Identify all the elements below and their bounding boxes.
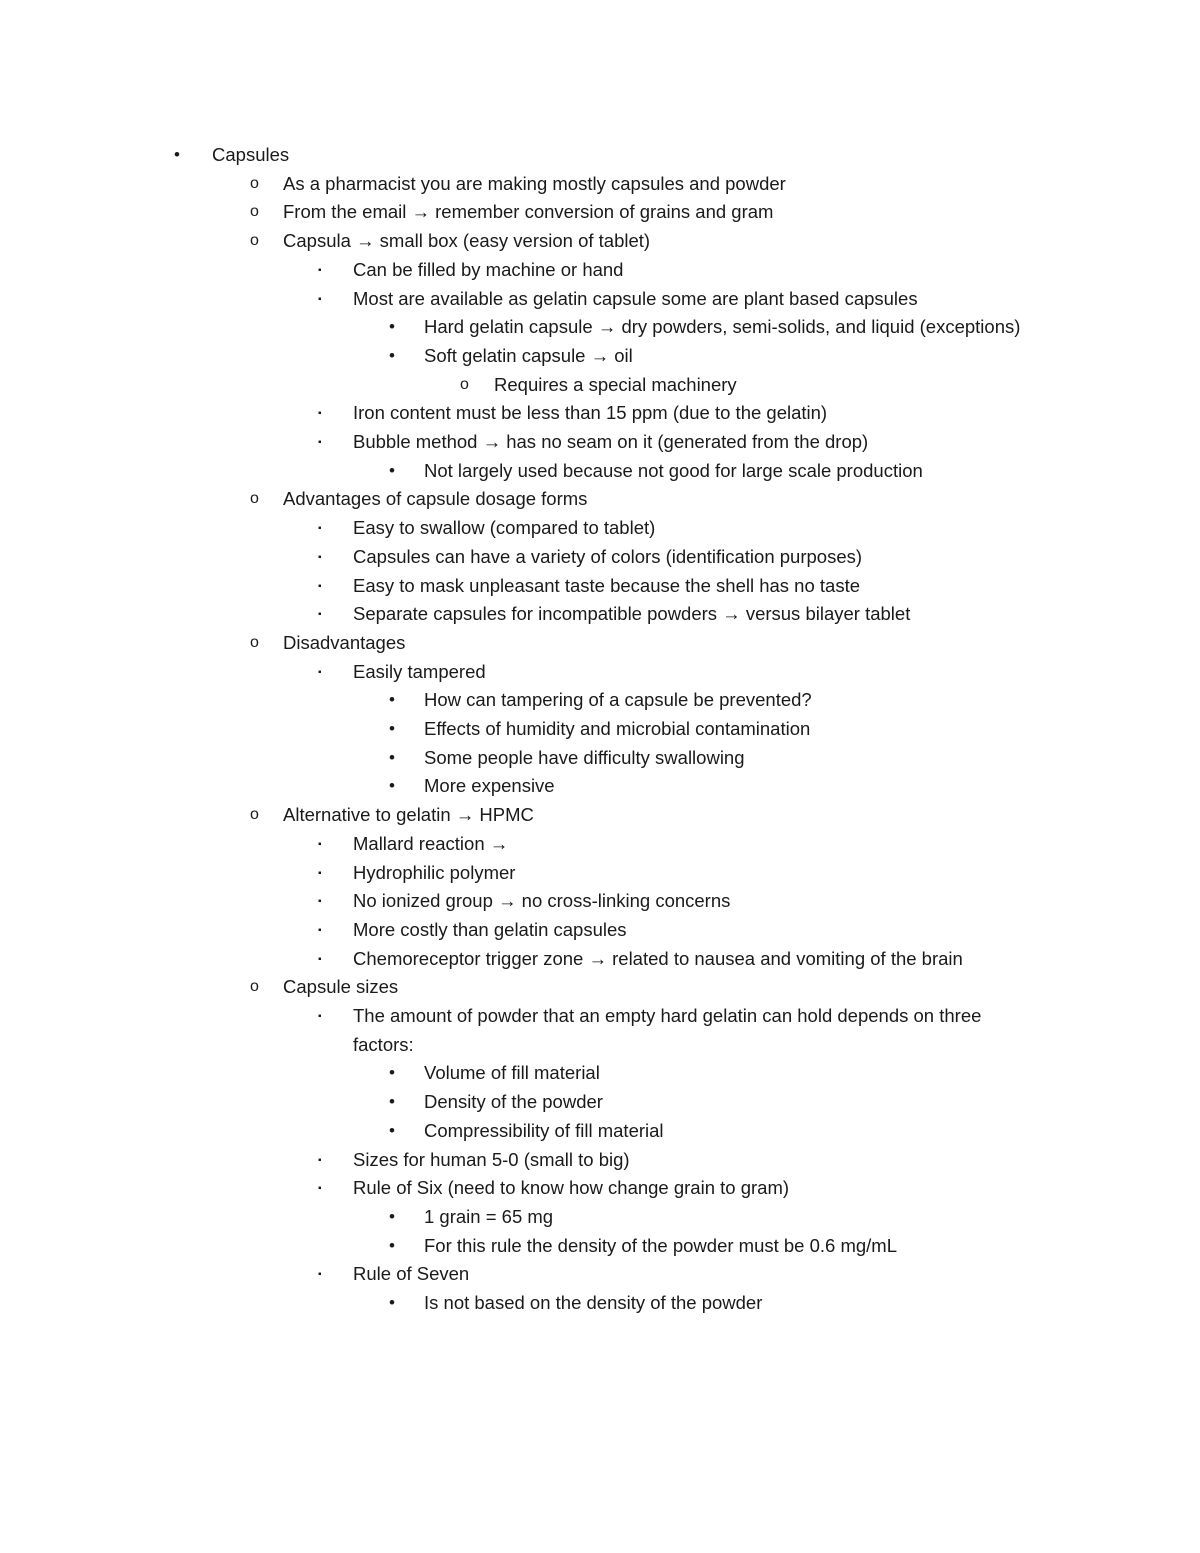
outline-item xyxy=(0,400,1200,426)
outline-item xyxy=(0,1290,1200,1316)
outline-item-text: Rule of Seven xyxy=(353,1263,470,1284)
outline-item xyxy=(0,1003,1200,1029)
disc-bullet-icon: • xyxy=(389,690,395,709)
outline-item xyxy=(0,372,1200,398)
outline-item xyxy=(0,946,1200,972)
outline-item xyxy=(0,1233,1200,1259)
outline-item-text: Requires a special machinery xyxy=(494,374,737,395)
outline-item-text: Effects of humidity and microbial contamination xyxy=(424,718,811,739)
square-bullet-icon: ▪ xyxy=(318,523,322,534)
outline-item xyxy=(0,1175,1200,1201)
square-bullet-icon: ▪ xyxy=(318,896,322,907)
disc-bullet-icon: • xyxy=(389,346,395,365)
outline-item-text: As a pharmacist you are making mostly capsules and powder xyxy=(283,173,786,194)
outline-item xyxy=(0,1060,1200,1086)
outline-item-text: Rule of Six (need to know how change grain to gram) xyxy=(353,1177,790,1198)
outline-item-text: Volume of fill material xyxy=(424,1062,600,1083)
outline-item xyxy=(0,659,1200,685)
outline-item-text: 1 grain = 65 mg xyxy=(424,1206,554,1227)
disc-bullet-icon: • xyxy=(389,1092,395,1111)
outline-item xyxy=(0,687,1200,713)
outline-item xyxy=(0,1204,1200,1230)
outline-item-text: Alternative to gelatin → HPMC xyxy=(283,804,534,825)
outline-item-text: Can be filled by machine or hand xyxy=(353,259,624,280)
outline-item-text: Capsules xyxy=(212,144,290,165)
circle-bullet-icon: o xyxy=(250,203,259,220)
outline-item-text: Soft gelatin capsule → oil xyxy=(424,345,633,366)
outline-item xyxy=(0,630,1200,656)
outline-item xyxy=(0,429,1200,455)
disc-bullet-icon: • xyxy=(174,145,180,164)
square-bullet-icon: ▪ xyxy=(318,1011,322,1022)
disc-bullet-icon: • xyxy=(389,748,395,767)
circle-bullet-icon: o xyxy=(250,806,259,823)
square-bullet-icon: ▪ xyxy=(318,581,322,592)
square-bullet-icon: ▪ xyxy=(318,609,322,620)
outline-item-text: Easy to swallow (compared to tablet) xyxy=(353,517,656,538)
outline-item-text: Easy to mask unpleasant taste because the shell has no taste xyxy=(353,575,861,596)
outline-item xyxy=(0,286,1200,312)
disc-bullet-icon: • xyxy=(389,776,395,795)
disc-bullet-icon: • xyxy=(389,1236,395,1255)
square-bullet-icon: ▪ xyxy=(318,294,322,305)
square-bullet-icon: ▪ xyxy=(318,868,322,879)
outline-item-text: More costly than gelatin capsules xyxy=(353,919,627,940)
square-bullet-icon: ▪ xyxy=(318,667,322,678)
outline-item xyxy=(0,773,1200,799)
outline-item-text: Is not based on the density of the powder xyxy=(424,1292,763,1313)
outline-item xyxy=(0,573,1200,599)
square-bullet-icon: ▪ xyxy=(318,552,322,563)
outline-item xyxy=(0,601,1200,627)
outline-item-text: No ionized group → no cross-linking concerns xyxy=(353,890,731,911)
outline-item-text: More expensive xyxy=(424,775,555,796)
outline-item-text: Iron content must be less than 15 ppm (due to the gelatin) xyxy=(353,402,828,423)
outline-item-text: Mallard reaction → xyxy=(353,833,509,854)
square-bullet-icon: ▪ xyxy=(318,1269,322,1280)
disc-bullet-icon: • xyxy=(389,1293,395,1312)
square-bullet-icon: ▪ xyxy=(318,265,322,276)
outline-item-text: Chemoreceptor trigger zone → related to nausea and vomiting of the brain xyxy=(353,948,963,969)
outline-item xyxy=(0,544,1200,570)
outline-item-text: Advantages of capsule dosage forms xyxy=(283,488,588,509)
disc-bullet-icon: • xyxy=(389,719,395,738)
outline-item xyxy=(0,1089,1200,1115)
outline-item xyxy=(0,1147,1200,1173)
outline-item-text: The amount of powder that an empty hard gelatin can hold depends on three xyxy=(353,1005,982,1026)
outline-item xyxy=(0,228,1200,254)
outline-item xyxy=(0,486,1200,512)
outline-item xyxy=(0,917,1200,943)
outline-item xyxy=(0,1118,1200,1144)
circle-bullet-icon: o xyxy=(250,634,259,651)
outline-item xyxy=(0,888,1200,914)
square-bullet-icon: ▪ xyxy=(318,839,322,850)
disc-bullet-icon: • xyxy=(389,461,395,480)
outline-item xyxy=(0,831,1200,857)
outline-item-text: How can tampering of a capsule be prevented? xyxy=(424,689,812,710)
outline-item xyxy=(0,974,1200,1000)
outline-item xyxy=(0,458,1200,484)
outline-item xyxy=(0,745,1200,771)
outline-item xyxy=(0,314,1200,340)
outline-item-text: Hard gelatin capsule → dry powders, semi-solids, and liquid (exceptions) xyxy=(424,316,1021,337)
outline-item xyxy=(0,1261,1200,1287)
circle-bullet-icon: o xyxy=(250,978,259,995)
outline-item-text: Capsules can have a variety of colors (identification purposes) xyxy=(353,546,863,567)
circle-bullet-icon: o xyxy=(250,490,259,507)
outline-item xyxy=(0,142,1200,168)
square-bullet-icon: ▪ xyxy=(318,408,322,419)
circle-bullet-icon: o xyxy=(250,232,259,249)
square-bullet-icon: ▪ xyxy=(318,437,322,448)
outline-item-text: Easily tampered xyxy=(353,661,486,682)
disc-bullet-icon: • xyxy=(389,1063,395,1082)
outline-item xyxy=(0,343,1200,369)
outline-item xyxy=(0,171,1200,197)
circle-bullet-icon: o xyxy=(250,175,259,192)
outline-item xyxy=(0,257,1200,283)
outline-item-text: From the email → remember conversion of grains and gram xyxy=(283,201,774,222)
outline-item-text: For this rule the density of the powder must be 0.6 mg/mL xyxy=(424,1235,898,1256)
outline-item-text: Density of the powder xyxy=(424,1091,603,1112)
square-bullet-icon: ▪ xyxy=(318,954,322,965)
outline-item xyxy=(0,716,1200,742)
disc-bullet-icon: • xyxy=(389,317,395,336)
outline-item-text: Hydrophilic polymer xyxy=(353,862,516,883)
outline-item xyxy=(0,199,1200,225)
outline-item xyxy=(0,860,1200,886)
square-bullet-icon: ▪ xyxy=(318,1183,322,1194)
outline-item-text: Bubble method → has no seam on it (generated from the drop) xyxy=(353,431,869,452)
circle-bullet-icon: o xyxy=(460,376,469,393)
outline-item xyxy=(0,802,1200,828)
outline-item xyxy=(0,515,1200,541)
outline-item-text: Sizes for human 5-0 (small to big) xyxy=(353,1149,630,1170)
outline-item-text: Separate capsules for incompatible powders → versus bilayer tablet xyxy=(353,603,911,624)
outline-item-text: Disadvantages xyxy=(283,632,406,653)
outline-item-text: Capsula → small box (easy version of tablet) xyxy=(283,230,651,251)
outline-item-text: Some people have difficulty swallowing xyxy=(424,747,745,768)
disc-bullet-icon: • xyxy=(389,1207,395,1226)
square-bullet-icon: ▪ xyxy=(318,925,322,936)
outline-item-text: Most are available as gelatin capsule some are plant based capsules xyxy=(353,288,918,309)
square-bullet-icon: ▪ xyxy=(318,1155,322,1166)
outline-item-text: Capsule sizes xyxy=(283,976,399,997)
outline-item-text: Compressibility of fill material xyxy=(424,1120,664,1141)
disc-bullet-icon: • xyxy=(389,1121,395,1140)
outline-item-text: Not largely used because not good for large scale production xyxy=(424,460,923,481)
outline-item-continuation: factors: xyxy=(353,1034,414,1055)
